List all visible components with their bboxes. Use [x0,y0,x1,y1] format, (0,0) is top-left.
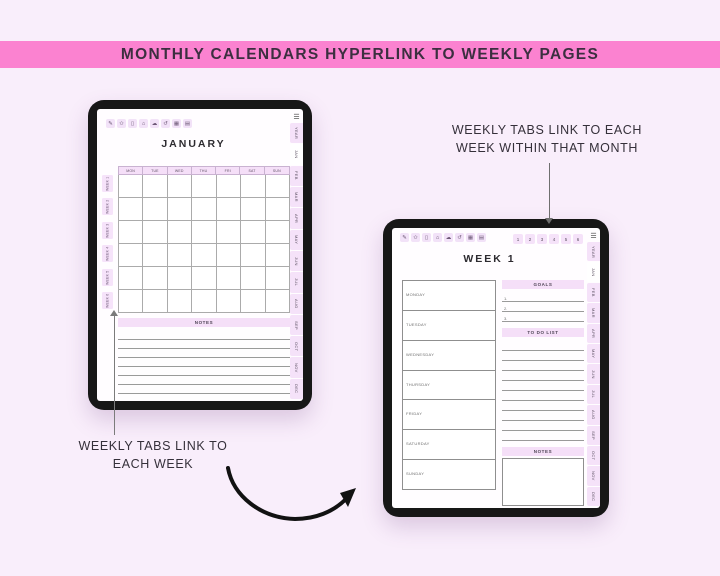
week-number-tab[interactable]: 2 [525,234,535,244]
notes-header: NOTES [118,318,290,327]
calendar-cell[interactable] [217,267,241,290]
toolbar-icon[interactable]: ↺ [161,119,170,128]
calendar-cell[interactable] [217,175,241,198]
month-tab-rail [587,228,600,508]
notes-section [118,318,290,394]
toolbar-icon[interactable]: ▤ [184,120,191,127]
calendar-cell[interactable] [192,175,216,198]
calendar-grid [118,175,290,313]
week-number-tabs [513,234,583,244]
day-header: FRI [216,167,240,174]
month-tab[interactable]: AUG [290,294,303,314]
calendar-cell[interactable] [119,221,143,244]
month-tab[interactable]: APR [290,208,303,228]
month-tab[interactable]: JUN [290,251,303,271]
todo-line[interactable] [502,361,584,371]
month-tab[interactable]: MAR [290,187,303,207]
todo-line[interactable] [502,391,584,401]
toolbar-icon[interactable]: ☁ [445,234,452,241]
calendar-cell[interactable] [143,221,167,244]
week-tab[interactable]: WEEK 2 [102,198,113,215]
goal-lines [502,292,584,322]
calendar-cell[interactable] [241,175,265,198]
calendar-cell[interactable] [217,244,241,267]
tablet-monthly [88,100,312,410]
month-tab[interactable]: DEC [587,487,600,506]
toolbar-icon[interactable]: ▯ [422,233,431,242]
calendar-cell[interactable] [143,267,167,290]
weekday-label: WEDNESDAY [406,351,435,357]
calendar-cell[interactable] [266,221,290,244]
connector-line-up [114,316,115,435]
calendar-cell[interactable] [119,267,143,290]
toolbar-icon[interactable]: ▦ [173,120,180,127]
calendar-cell[interactable] [266,290,290,313]
toolbar-icon[interactable]: ✎ [106,119,115,128]
note-line[interactable] [118,349,290,358]
calendar-cell[interactable] [241,244,265,267]
week-tab-rail [102,175,113,309]
toolbar [106,119,192,128]
calendar-cell[interactable] [266,198,290,221]
annotation-text-line: WEEKLY TABS LINK TO EACH [451,123,643,137]
calendar-cell[interactable] [119,175,143,198]
month-tab[interactable]: DEC [290,379,303,399]
goal-line[interactable] [502,312,584,322]
note-line[interactable] [118,385,290,394]
week-tab[interactable]: WEEK 1 [102,175,113,192]
todo-line[interactable] [502,401,584,411]
month-tab[interactable]: MAY [587,344,600,363]
calendar-cell[interactable] [192,244,216,267]
goals-header: GOALS [502,280,584,289]
todo-line[interactable] [502,341,584,351]
month-tabs [587,242,600,506]
monthly-page-title: JANUARY [161,138,226,150]
annotation-text-line: WEEKLY TABS LINK TO [78,439,228,453]
connector-line-down [549,163,550,218]
calendar-cell[interactable] [168,290,192,313]
calendar-cell[interactable] [241,290,265,313]
weekday-boxes [402,280,496,490]
weekly-notes-header: NOTES [502,447,584,456]
month-tab[interactable]: MAR [587,303,600,322]
calendar-cell[interactable] [217,290,241,313]
menu-icon[interactable]: ☰ [590,232,597,240]
calendar-cell[interactable] [168,198,192,221]
toolbar-icon[interactable]: ▦ [467,234,474,241]
banner-text: MONTHLY CALENDARS HYPERLINK TO WEEKLY PAGES [120,45,600,63]
notes-lines [118,331,290,394]
week-tab[interactable]: WEEK 5 [102,269,113,286]
month-tab[interactable]: JAN [587,262,600,281]
day-header: SAT [240,167,264,174]
note-line[interactable] [118,358,290,367]
month-tab[interactable]: NOV [290,357,303,377]
calendar-cell[interactable] [266,267,290,290]
calendar-cell[interactable] [217,221,241,244]
toolbar [400,233,486,242]
month-tab[interactable]: APR [587,324,600,343]
month-tab[interactable]: YEAR [290,123,303,143]
week-number-tab[interactable]: 1 [513,234,523,244]
calendar-cell[interactable] [241,267,265,290]
weekday-box[interactable] [403,430,495,460]
month-tab[interactable]: YEAR [587,242,600,261]
note-line[interactable] [118,376,290,385]
toolbar-icon[interactable]: ↺ [455,233,464,242]
calendar-cell[interactable] [266,175,290,198]
todo-line[interactable] [502,381,584,391]
toolbar-icon[interactable]: ✎ [400,233,409,242]
week-number-tab[interactable]: 6 [573,234,583,244]
calendar-cell[interactable] [192,267,216,290]
calendar-cell[interactable] [119,244,143,267]
calendar-cell[interactable] [241,221,265,244]
todo-line[interactable] [502,371,584,381]
week-number-tab[interactable]: 4 [549,234,559,244]
weekday-label: TUESDAY [406,321,427,327]
calendar-cell[interactable] [168,175,192,198]
month-tab[interactable]: MAY [290,230,303,250]
goal-line[interactable] [502,302,584,312]
annotation-weekly-tabs-week [73,437,233,473]
arrowhead-up-icon [110,310,118,316]
weekday-box[interactable] [403,400,495,430]
calendar-cell[interactable] [119,198,143,221]
calendar-cell[interactable] [266,244,290,267]
weekly-notes-box[interactable] [502,458,584,506]
calendar-day-header-row [118,166,290,175]
calendar-cell[interactable] [192,290,216,313]
calendar-cell[interactable] [192,221,216,244]
note-line[interactable] [118,331,290,340]
todo-line[interactable] [502,351,584,361]
calendar-cell[interactable] [168,267,192,290]
day-header: SUN [265,167,289,174]
month-tab[interactable]: AUG [587,405,600,424]
note-line[interactable] [118,340,290,349]
arrowhead-down-icon [545,218,553,224]
note-line[interactable] [118,367,290,376]
day-header: WED [168,167,192,174]
weekly-side-column [502,280,584,506]
toolbar-icon[interactable]: ☁ [151,120,158,127]
calendar-cell[interactable] [241,198,265,221]
calendar-cell[interactable] [143,198,167,221]
calendar-cell[interactable] [143,244,167,267]
month-tab[interactable]: JUN [587,364,600,383]
week-number-tab[interactable]: 3 [537,234,547,244]
weekday-box[interactable] [403,460,495,489]
banner [0,41,720,68]
weekday-label: FRIDAY [406,411,423,417]
monthly-screen [97,109,303,401]
weekday-box[interactable] [403,281,495,311]
calendar-cell[interactable] [168,244,192,267]
month-tab[interactable]: SEP [290,315,303,335]
day-header: TUE [143,167,167,174]
toolbar-icon[interactable]: ⌂ [433,233,442,242]
day-header: MON [119,167,143,174]
todo-line[interactable] [502,431,584,441]
weekday-box[interactable] [403,371,495,401]
month-tab[interactable]: FEB [587,283,600,302]
day-header: THU [192,167,216,174]
month-tab[interactable]: OCT [290,336,303,356]
weekly-screen [392,228,600,508]
toolbar-icon[interactable]: ▤ [478,234,485,241]
toolbar-icon[interactable]: ✩ [117,119,126,128]
toolbar-icon[interactable]: ▯ [128,119,137,128]
calendar-cell[interactable] [217,198,241,221]
toolbar-icon[interactable]: ✩ [411,233,420,242]
todo-line[interactable] [502,411,584,421]
weekday-box[interactable] [403,311,495,341]
month-tab[interactable]: JUL [587,385,600,404]
month-tab[interactable]: JAN [290,144,303,164]
month-tab[interactable]: SEP [587,426,600,445]
week-number-tab[interactable]: 5 [561,234,571,244]
toolbar-icon[interactable]: ⌂ [139,119,148,128]
weekly-page-title: WEEK 1 [463,253,516,265]
todo-lines [502,341,584,441]
annotation-weekly-tabs-month [432,121,662,157]
calendar-cell[interactable] [143,290,167,313]
week-tab[interactable]: WEEK 4 [102,245,113,262]
goal-number: 3. [504,316,508,321]
month-tab-rail [290,109,303,401]
curved-arrow-icon [215,460,365,532]
weekday-label: SATURDAY [406,441,430,447]
calendar-cell[interactable] [168,221,192,244]
weekday-box[interactable] [403,341,495,371]
weekday-label: MONDAY [406,292,426,297]
month-tab[interactable]: JUL [290,272,303,292]
month-tab[interactable]: FEB [290,166,303,186]
tablet-weekly [383,219,609,517]
goal-number: 2. [504,306,508,311]
month-tab[interactable]: NOV [587,466,600,485]
calendar-cell[interactable] [143,175,167,198]
calendar-cell[interactable] [192,198,216,221]
week-tab[interactable]: WEEK 6 [102,292,113,309]
todo-header: TO DO LIST [502,328,584,337]
weekday-label: SUNDAY [406,471,425,477]
goal-number: 1. [504,296,508,301]
todo-line[interactable] [502,421,584,431]
annotation-text-line: EACH WEEK [112,457,194,472]
goal-line[interactable] [502,292,584,302]
week-tab[interactable]: WEEK 3 [102,222,113,239]
menu-icon[interactable]: ☰ [293,113,300,121]
month-tab[interactable]: OCT [587,446,600,465]
monthly-calendar [118,166,290,313]
weekday-label: THURSDAY [406,381,431,387]
annotation-text-line: WEEK WITHIN THAT MONTH [456,141,638,156]
month-tabs [290,123,303,399]
calendar-cell[interactable] [119,290,143,313]
